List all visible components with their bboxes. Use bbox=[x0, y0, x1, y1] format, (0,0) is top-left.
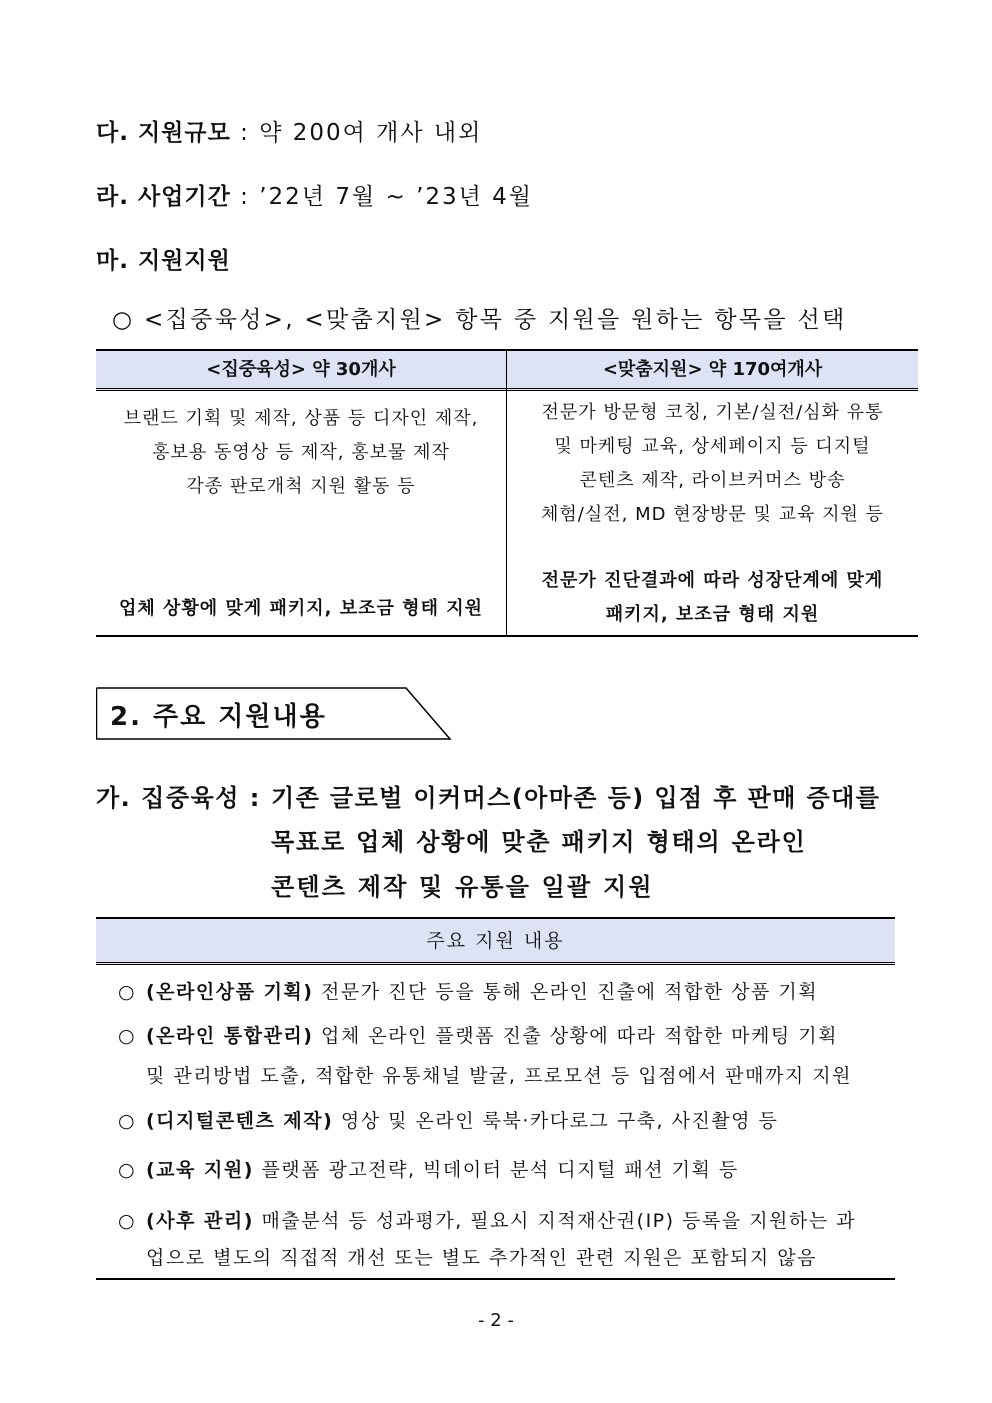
list-item: ○ (디지털콘텐츠 제작) 영상 및 온라인 룩북·카다로그 구축, 사진촬영 등 bbox=[118, 1110, 779, 1132]
bullet-icon: ○ bbox=[118, 1159, 137, 1181]
list-item: ○ (교육 지원) 플랫폼 광고전략, 빅데이터 분석 디지털 패션 기획 등 bbox=[118, 1159, 739, 1181]
page-number: - 2 - bbox=[478, 1310, 514, 1331]
header-intensive: <집중육성> 약 30개사 bbox=[206, 359, 396, 380]
header-custom: <맞춤지원> 약 170여개사 bbox=[602, 359, 823, 380]
left-cell-summary: 업체 상황에 맞게 패키지, 보조금 형태 지원 bbox=[118, 598, 484, 619]
section-e-line bbox=[96, 178, 533, 211]
right-cell-summary: 패키지, 보조금 형태 지원 bbox=[605, 604, 820, 625]
bullet-icon: ○ bbox=[118, 981, 137, 1003]
right-cell-line: 및 마케팅 교육, 상세페이지 등 디지털 bbox=[554, 436, 871, 457]
section-ga-line: 기존 글로벌 이커머스(아마존 등) 입점 후 판매 증대를 bbox=[271, 784, 881, 812]
support-type-table bbox=[96, 349, 918, 637]
right-cell-summary: 전문가 진단결과에 따라 성장단계에 맞게 bbox=[541, 570, 884, 591]
selection-bullet: ○ <집중육성>, <맞춤지원> 항목 중 지원을 원하는 항목을 선택 bbox=[112, 307, 847, 333]
right-cell-line: 전문가 방문형 코칭, 기본/실전/심화 유통 bbox=[541, 402, 884, 423]
left-cell-line: 각종 판로개척 지원 활동 등 bbox=[186, 476, 416, 497]
section-ga-line: 목표로 업체 상황에 맞춘 패키지 형태의 온라인 bbox=[271, 828, 807, 856]
right-cell-line: 체험/실전, MD 현장방문 및 교육 지원 등 bbox=[541, 504, 884, 525]
section-box-title: 2. 주요 지원내용 bbox=[110, 702, 327, 732]
table2-header: 주요 지원 내용 bbox=[96, 919, 895, 965]
section-d-line bbox=[96, 114, 482, 147]
left-cell-line: 브랜드 기획 및 제작, 상품 등 디자인 제작, bbox=[123, 408, 479, 429]
bullet-icon: ○ bbox=[118, 1110, 137, 1132]
section-e-text: : ’22년 7월 ~ ’23년 4월 bbox=[230, 184, 534, 210]
section-f-line bbox=[96, 242, 231, 275]
main-support-table bbox=[96, 917, 895, 1280]
bullet-icon: ○ bbox=[118, 1210, 137, 1232]
list-item-continuation: 및 관리방법 도출, 적합한 유통채널 발굴, 프로모션 등 입점에서 판매까지 지원 bbox=[146, 1065, 852, 1087]
section-d-label: 다. 지원규모 bbox=[96, 120, 231, 146]
list-item-continuation: 업으로 별도의 직접적 개선 또는 별도 추가적인 관련 지원은 포함되지 않음 bbox=[146, 1247, 818, 1269]
list-item: ○ (사후 관리) 매출분석 등 성과평가, 필요시 지적재산권(IP) 등록을 지원하는 과 bbox=[118, 1210, 856, 1232]
list-item: ○ (온라인 통합관리) 업체 온라인 플랫폼 진출 상황에 따라 적합한 마케팅 기획 bbox=[118, 1025, 838, 1047]
section-ga-line: 콘텐츠 제작 및 유통을 일괄 지원 bbox=[271, 873, 654, 901]
left-cell-line: 홍보용 동영상 등 제작, 홍보물 제작 bbox=[152, 442, 450, 463]
section-d-text: : 약 200여 개사 내외 bbox=[230, 120, 483, 146]
section-e-label: 라. 사업기간 bbox=[96, 184, 231, 210]
list-item: ○ (온라인상품 기획) 전문가 진단 등을 통해 온라인 진출에 적합한 상품 기획 bbox=[118, 981, 819, 1003]
section-f-label: 마. 지원지원 bbox=[96, 248, 231, 274]
section-ga-label: 가. 집중육성 : bbox=[96, 784, 261, 812]
bullet-icon: ○ bbox=[118, 1025, 137, 1047]
right-cell-line: 콘텐츠 제작, 라이브커머스 방송 bbox=[579, 470, 846, 491]
